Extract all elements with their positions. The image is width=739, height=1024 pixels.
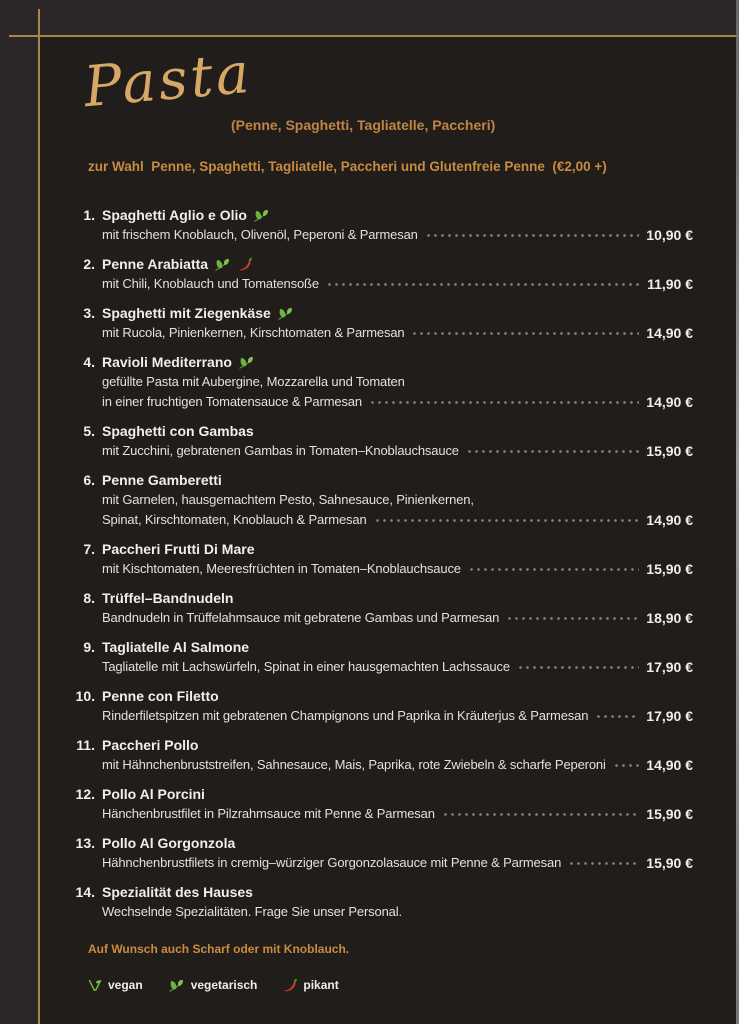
item-description: Rinderfiletspitzen mit gebratenen Champignons und Paprika in Kräuterjus & Parmesan [102,708,589,723]
menu-item [62,352,693,412]
frame-line-horizontal [9,35,739,37]
legend-item-pikant [283,978,338,992]
dotted-leader [568,857,639,870]
item-name: Paccheri Pollo [102,737,199,753]
item-title-row [62,833,693,853]
dotted-leader [613,759,640,772]
item-desc-row [62,853,693,873]
item-title-row [62,686,693,706]
item-price: 11,90 € [647,276,693,292]
item-description: mit Rucola, Pinienkernen, Kirschtomaten & Parmesan [102,325,405,340]
item-name: Spaghetti con Gambas [102,423,254,439]
legend-label: vegetarisch [190,978,258,992]
item-number: 1. [83,207,95,223]
item-name: Spaghetti mit Ziegenkäse [102,305,271,321]
frame-line-vertical [38,9,40,1024]
item-price: 14,90 € [646,325,693,341]
menu-item [62,784,693,824]
item-name: Ravioli Mediterrano [102,354,232,370]
item-price: 17,90 € [646,659,693,675]
item-description: gefüllte Pasta mit Aubergine, Mozzarella und Tomaten [102,374,405,389]
choice-note: zur Wahl Penne, Spaghetti, Tagliatelle, Paccheri und Glutenfreie Penne (€2,00 +) [88,159,607,174]
vegetarisch-icon [215,258,231,271]
menu-item [62,254,693,294]
menu-item [62,205,693,245]
item-number: 9. [83,639,95,655]
menu-item [62,421,693,461]
dotted-leader [411,327,639,340]
item-price: 14,90 € [646,512,693,528]
item-description: Bandnudeln in Trüffelahmsauce mit gebratene Gambas und Parmesan [102,610,500,625]
menu-item [62,882,693,922]
item-description: mit Hähnchenbruststreifen, Sahnesauce, Mais, Paprika, rote Zwiebeln & scharfe Peperoni [102,757,606,772]
item-number: 13. [75,835,95,851]
dotted-leader [466,445,639,458]
item-name: Trüffel–Bandnudeln [102,590,234,606]
item-description: Tagliatelle mit Lachswürfeln, Spinat in einer hausgemachten Lachssauce [102,659,510,674]
item-title-row [62,254,693,274]
item-number: 2. [83,256,95,272]
item-title-row [62,735,693,755]
item-desc-row [62,706,693,726]
item-desc-row [62,755,693,775]
menu-item [62,539,693,579]
item-name: Paccheri Frutti Di Mare [102,541,255,557]
menu-item [62,303,693,343]
legend-item-vegan [88,978,143,992]
item-price: 14,90 € [646,394,693,410]
item-price: 15,90 € [646,561,693,577]
item-title-row [62,539,693,559]
item-desc-row [62,559,693,579]
menu-items [62,205,693,931]
dotted-leader [326,278,640,291]
footer-note: Auf Wunsch auch Scharf oder mit Knoblauch. [88,942,350,956]
legend-label: pikant [303,978,339,992]
item-title-row [62,637,693,657]
item-title-row [62,352,693,372]
menu-item [62,470,693,530]
item-price: 14,90 € [646,757,693,773]
item-desc-row [62,657,693,677]
item-name: Pollo Al Gorgonzola [102,835,236,851]
vegetarisch-icon [169,979,185,992]
item-description: in einer fruchtigen Tomatensauce & Parmesan [102,394,362,409]
dotted-leader [442,808,639,821]
dotted-leader [425,229,640,242]
vegetarisch-icon [254,209,270,222]
legend-item-vegetarisch [169,978,258,992]
item-number: 11. [76,737,95,753]
item-number: 12. [75,786,95,802]
item-number: 5. [83,423,95,439]
item-description: mit Zucchini, gebratenen Gambas in Tomaten–Knoblauchsauce [102,443,459,458]
item-desc-row [62,608,693,628]
page-title: Pasta [81,40,255,121]
item-title-row [62,205,693,225]
item-price: 15,90 € [646,806,693,822]
dotted-leader [374,514,640,527]
item-price: 18,90 € [646,610,693,626]
page-subtitle: (Penne, Spaghetti, Tagliatelle, Paccheri) [231,117,496,133]
item-desc-row [62,441,693,461]
item-desc-row [62,490,693,510]
item-desc-row [62,323,693,343]
item-description: Hänchenbrustfilet in Pilzrahmsauce mit Penne & Parmesan [102,806,435,821]
item-description: mit Garnelen, hausgemachtem Pesto, Sahnesauce, Pinienkernen, [102,492,474,507]
legend-label: vegan [108,978,143,992]
item-number: 4. [83,354,95,370]
item-desc-row [62,225,693,245]
item-name: Pollo Al Porcini [102,786,205,802]
item-desc-row [62,372,693,392]
item-number: 10. [75,688,95,704]
item-price: 10,90 € [646,227,693,243]
item-price: 15,90 € [646,443,693,459]
item-title-row [62,470,693,490]
item-desc-row [62,274,693,294]
item-description: Spinat, Kirschtomaten, Knoblauch & Parmesan [102,512,367,527]
dotted-leader [595,710,639,723]
item-title-row [62,303,693,323]
dotted-leader [506,612,639,625]
item-number: 6. [83,472,95,488]
menu-item [62,588,693,628]
item-description: Wechselnde Spezialitäten. Frage Sie unser Personal. [102,904,402,919]
item-name: Spaghetti Aglio e Olio [102,207,247,223]
item-description: mit Chili, Knoblauch und Tomatensoße [102,276,319,291]
item-description: Hähnchenbrustfilets in cremig–würziger Gorgonzolasauce mit Penne & Parmesan [102,855,562,870]
item-desc-row [62,902,693,922]
menu-item [62,637,693,677]
item-description: mit frischem Knoblauch, Olivenöl, Peperoni & Parmesan [102,227,418,242]
item-title-row [62,882,693,902]
item-name: Penne Gamberetti [102,472,222,488]
item-number: 14. [75,884,95,900]
pikant-icon [238,257,252,271]
item-desc-row [62,510,693,530]
dotted-leader [369,396,639,409]
item-desc-row [62,392,693,412]
item-desc-row [62,804,693,824]
item-number: 3. [83,305,95,321]
item-price: 15,90 € [646,855,693,871]
item-price: 17,90 € [646,708,693,724]
item-name: Tagliatelle Al Salmone [102,639,250,655]
menu-item [62,735,693,775]
pikant-icon [283,978,297,992]
menu-item [62,686,693,726]
vegetarisch-icon [278,307,294,320]
item-name: Penne Arabiatta [102,256,209,272]
item-number: 7. [83,541,95,557]
item-title-row [62,784,693,804]
dotted-leader [517,661,639,674]
item-title-row [62,588,693,608]
dotted-leader [468,563,639,576]
item-name: Spezialität des Hauses [102,884,253,900]
item-description: mit Kischtomaten, Meeresfrüchten in Tomaten–Knoblauchsauce [102,561,461,576]
item-title-row [62,421,693,441]
item-name: Penne con Filetto [102,688,219,704]
menu-item [62,833,693,873]
item-number: 8. [83,590,95,606]
vegetarisch-icon [239,356,255,369]
vegan-icon [88,979,102,991]
legend [88,978,339,992]
